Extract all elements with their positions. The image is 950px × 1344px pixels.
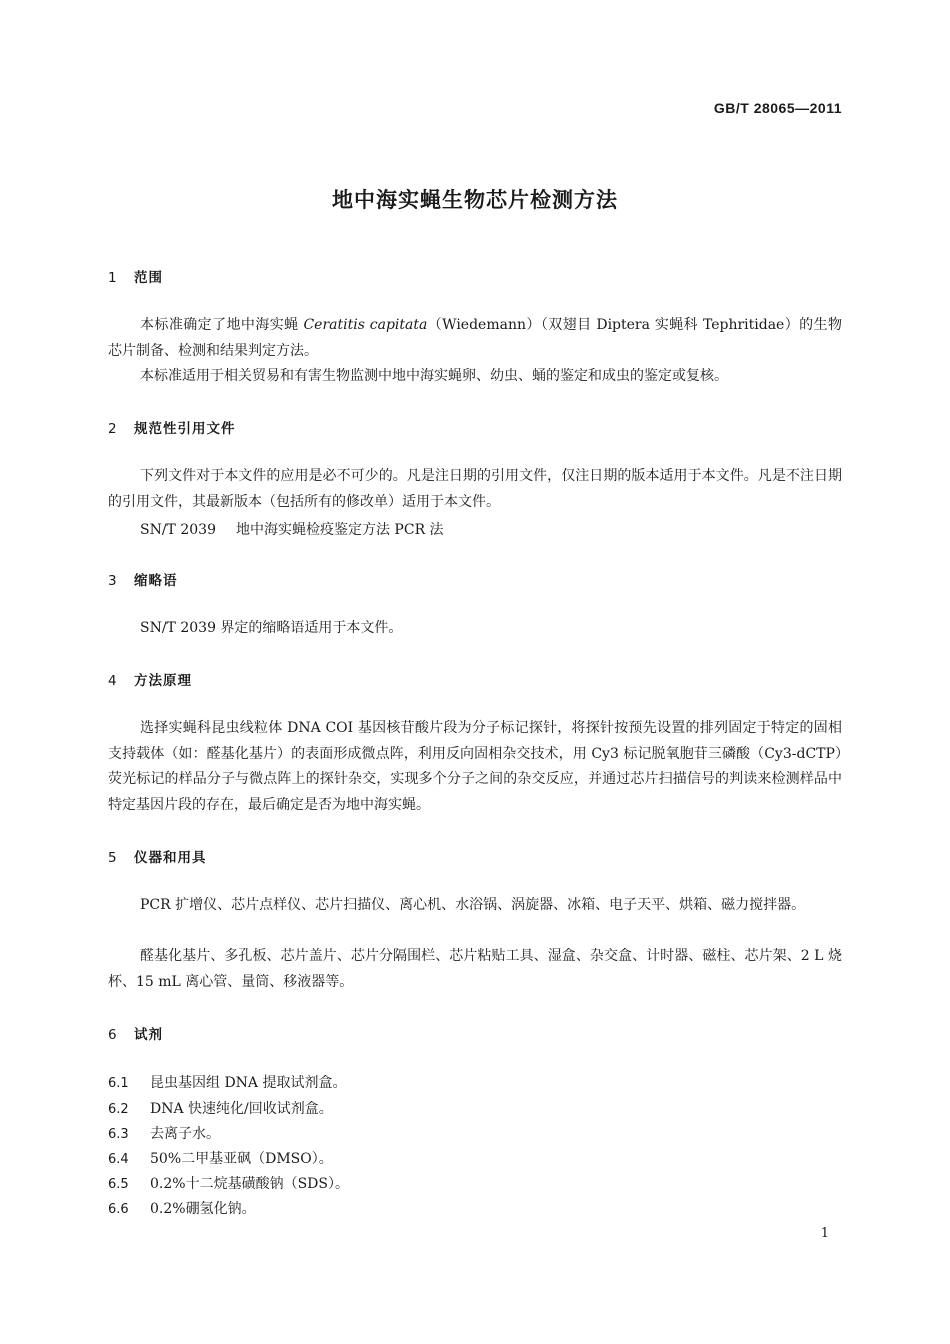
section-2-heading: [108, 417, 236, 437]
reagent-item: 6.4 50%二甲基亚砜（DMSO）。: [108, 1151, 333, 1167]
section-number: 2: [108, 421, 118, 437]
reagent-item: 6.1 昆虫基因组 DNA 提取试剂盒。: [108, 1075, 347, 1091]
section-title: 方法原理: [134, 673, 192, 689]
species-name: Ceratitis capitata: [303, 317, 428, 333]
section-3-paragraph-1: SN/T 2039 界定的缩略语适用于本文件。: [140, 620, 403, 636]
reference-code: SN/T 2039: [140, 522, 216, 538]
section-title: 仪器和用具: [134, 850, 207, 866]
section-number: 3: [108, 573, 118, 589]
reagent-item: 6.3 去离子水。: [108, 1126, 220, 1142]
section-title: 范围: [134, 270, 163, 286]
section-2-paragraph-1: 下列文件对于本文件的应用是必不可少的。凡是注日期的引用文件，仅注日期的版本适用于本文件。凡是不注日期的引用文件，其最新版本（包括所有的修改单）适用于本文件。: [108, 468, 842, 510]
section-5-paragraph-1: PCR 扩增仪、芯片点样仪、芯片扫描仪、离心机、水浴锅、涡旋器、冰箱、电子天平、烘箱、磁力搅拌器。: [140, 897, 806, 913]
section-number: 6: [108, 1027, 118, 1043]
section-3-heading: [108, 569, 178, 589]
section-title: 规范性引用文件: [134, 421, 236, 437]
section-6-heading: [108, 1023, 163, 1043]
reagent-item: 6.5 0.2%十二烷基磺酸钠（SDS）。: [108, 1176, 349, 1192]
section-5-heading: [108, 846, 207, 866]
section-number: 5: [108, 850, 118, 866]
section-number: 4: [108, 673, 118, 689]
section-5-paragraph-2: 醛基化基片、多孔板、芯片盖片、芯片分隔围栏、芯片粘贴工具、湿盒、杂交盒、计时器、磁柱、芯片架、2 L 烧杯、15 mL 离心管、量筒、移液器等。: [108, 948, 842, 990]
reagent-item: 6.6 0.2%硼氢化钠。: [108, 1201, 256, 1217]
section-1-heading: [108, 266, 163, 286]
section-4-heading: [108, 669, 192, 689]
reference-title: 地中海实蝇检疫鉴定方法 PCR 法: [235, 522, 444, 538]
reagent-item: 6.2 DNA 快速纯化/回收试剂盒。: [108, 1101, 333, 1117]
section-title: 试剂: [134, 1027, 163, 1043]
document-title: 地中海实蝇生物芯片检测方法: [332, 188, 618, 212]
normative-reference: [140, 519, 444, 539]
page-number: 1: [820, 1226, 829, 1241]
standard-number: GB/T 28065—2011: [713, 100, 842, 116]
section-1-paragraph-1: 本标准确定了地中海实蝇 Ceratitis capitata（Wiedemann）（双翅目 Diptera 实蝇科 Tephritidae）的生物芯片制备、检测和结果判定方法。: [108, 317, 843, 359]
section-1-paragraph-2: 本标准适用于相关贸易和有害生物监测中地中海实蝇卵、幼虫、蛹的鉴定和成虫的鉴定或复核。: [140, 368, 728, 384]
section-4-paragraph-1: 选择实蝇科昆虫线粒体 DNA COI 基因核苷酸片段为分子标记探针，将探针按预先设置的排列固定于特定的固相支持载体（如：醛基化基片）的表面形成微点阵，利用反向固相杂交技术，用 Cy3 标记脱氧胞苷三磷酸（Cy3-dCTP）荧光标记的样品分子与微点阵上的探针杂交，实现多个分子之间的杂交反应，并通过芯片扫描信号的判读来检测样品中特定基因片段的存在，最后确定是否为地中海实蝇。: [108, 720, 842, 813]
section-number: 1: [108, 270, 118, 286]
section-title: 缩略语: [134, 573, 178, 589]
